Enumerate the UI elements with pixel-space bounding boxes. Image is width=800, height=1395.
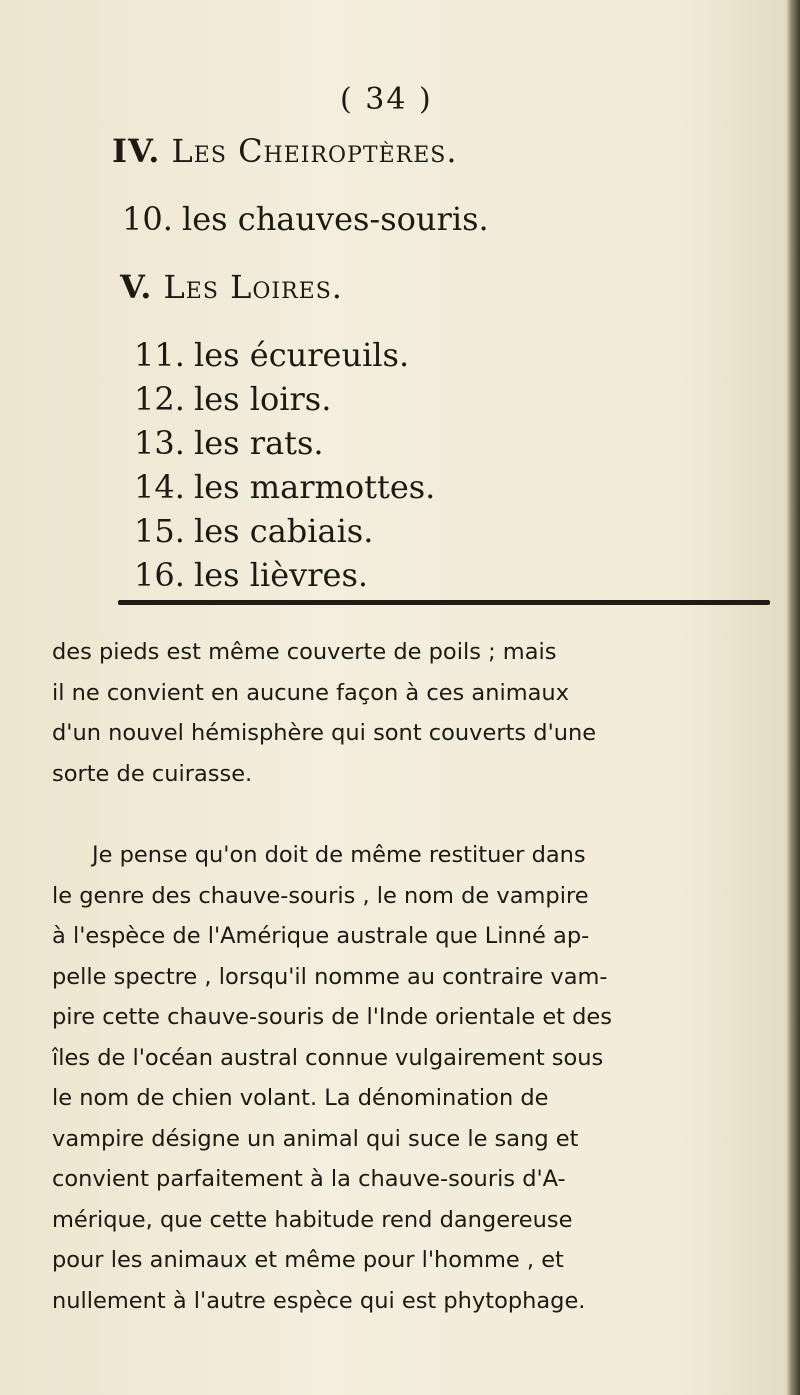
entry-number: 11. (134, 336, 185, 374)
entry-number: 10. (122, 200, 173, 238)
entry-name: les chauves-souris. (182, 200, 489, 238)
entry-number: 12. (134, 380, 185, 418)
text-line: à l'espèce de l'Amérique australe que Linné ap- (52, 923, 590, 949)
entry-number: 16. (134, 556, 185, 594)
entry-number: 14. (134, 468, 185, 506)
list-item (134, 512, 373, 550)
entry-number: 15. (134, 512, 185, 550)
section-numeral: V. (120, 268, 153, 306)
entry-name: les lièvres. (194, 556, 369, 594)
section-numeral: IV. (112, 132, 161, 170)
text-line: il ne convient en aucune façon à ces animaux (52, 679, 570, 706)
page-edge-shadow (786, 0, 800, 1395)
text-line: pelle spectre , lorsqu'il nomme au contraire vam- (52, 963, 608, 990)
text-line: mérique, que cette habitude rend dangereuse (52, 1206, 573, 1233)
divider-rule (118, 600, 770, 605)
text-line: vampire désigne un animal qui suce le sang et (52, 1125, 579, 1152)
text-line: le nom de chien volant. La dénomination de (52, 1085, 549, 1111)
entry-name: les écureuils. (194, 336, 410, 374)
paragraph-continued (52, 632, 792, 794)
text-line: nullement à l'autre espèce qui est phytophage. (52, 1287, 586, 1314)
list-item (134, 556, 368, 594)
text-line: sorte de cuirasse. (52, 760, 253, 787)
list-item (134, 468, 435, 506)
list-item (122, 200, 489, 238)
list-item (134, 336, 409, 374)
text-line: des pieds est même couverte de poils ; mais (52, 639, 557, 665)
text-line: îles de l'océan austral connue vulgairement sous (52, 1044, 604, 1071)
entry-name: les rats. (194, 424, 324, 462)
text-line: pour les animaux et même pour l'homme , et (52, 1247, 564, 1273)
entry-name: les loirs. (194, 380, 332, 418)
text-line: pire cette chauve-souris de l'Inde orientale et des (52, 1004, 612, 1030)
section-heading-iv (112, 132, 458, 170)
text-line: Je pense qu'on doit de même restituer dans (92, 842, 586, 868)
section-heading-v (120, 268, 343, 306)
entry-name: les marmottes. (194, 468, 436, 506)
list-item (134, 424, 324, 462)
list-item (134, 380, 331, 418)
page-number: ( 34 ) (340, 82, 433, 117)
section-title: Les Cheiroptères. (171, 132, 458, 170)
entry-name: les cabiais. (194, 512, 374, 550)
text-line: convient parfaitement à la chauve-souris d'A- (52, 1166, 566, 1192)
text-line: le genre des chauve-souris , le nom de vampire (52, 882, 589, 909)
text-line: d'un nouvel hémisphère qui sont couverts d'une (52, 720, 597, 746)
section-title: Les Loires. (163, 268, 343, 306)
paragraph-vampire (52, 835, 792, 1321)
entry-number: 13. (134, 424, 185, 462)
